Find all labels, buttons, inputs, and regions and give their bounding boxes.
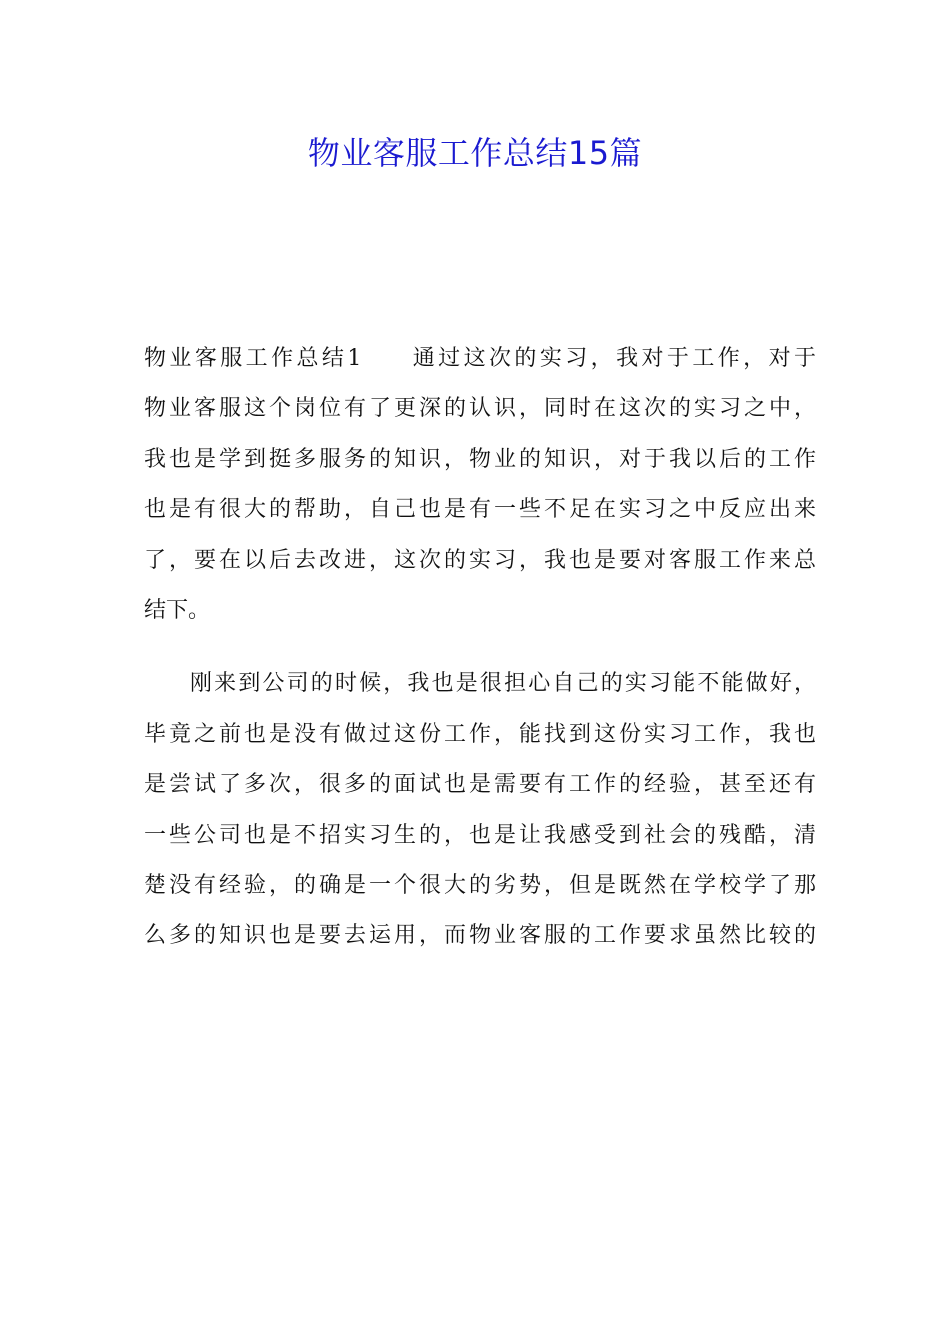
paragraph-2-line-5: 楚没有经验，的确是一个很大的劣势，但是既然在学校学了那 — [144, 872, 816, 898]
paragraph-1-line-2: 物业客服这个岗位有了更深的认识，同时在这次的实习之中， — [144, 396, 816, 422]
paragraph-1-line-3: 我也是学到挺多服务的知识，物业的知识，对于我以后的工作 — [144, 446, 816, 472]
paragraph-2-line-4: 一些公司也是不招实习生的，也是让我感受到社会的残酷，清 — [144, 822, 816, 848]
paragraph-1-line-1 — [144, 334, 816, 384]
paragraph-1-line-6: 结下。 — [144, 597, 211, 623]
paragraph-1-line-4: 也是有很大的帮助，自己也是有一些不足在实习之中反应出来 — [144, 497, 816, 523]
document-body — [144, 334, 816, 962]
paragraph-2-line-6: 么多的知识也是要去运用，而物业客服的工作要求虽然比较的 — [144, 923, 816, 949]
paragraph-gap — [144, 636, 816, 659]
section-heading: 物业客服工作总结1 — [144, 346, 362, 371]
paragraph-1-line-5: 了，要在以后去改进，这次的实习，我也是要对客服工作来总 — [144, 547, 816, 573]
paragraph-2-line-2: 毕竟之前也是没有做过这份工作，能找到这份实习工作，我也 — [144, 721, 816, 747]
document-title: 物业客服工作总结15篇 — [307, 134, 643, 172]
paragraph-2-line-1: 刚来到公司的时候，我也是很担心自己的实习能不能做好， — [190, 671, 816, 697]
paragraph-1-text: 通过这次的实习，我对于工作，对于 — [409, 346, 816, 371]
paragraph-2-line-3: 是尝试了多次，很多的面试也是需要有工作的经验，甚至还有 — [144, 772, 816, 798]
